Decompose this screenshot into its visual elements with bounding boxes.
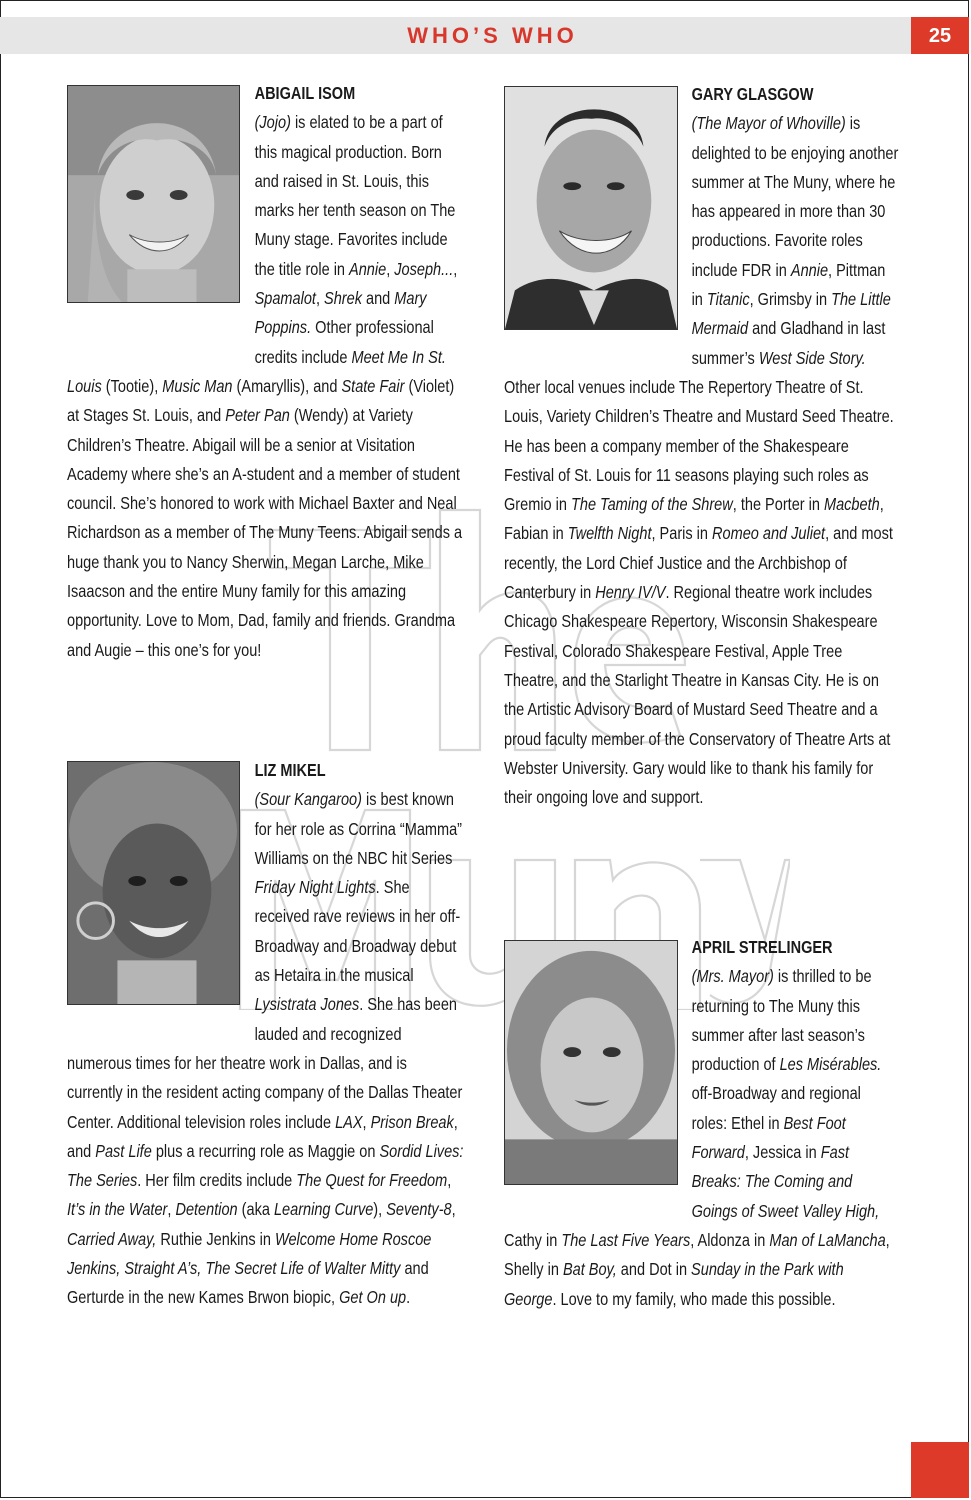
- bio-title-italic: Lysistrata Jones: [254, 994, 360, 1015]
- bio-title-italic: Carried Away,: [67, 1228, 157, 1249]
- bio-text-run: , Grimsby in: [749, 289, 832, 310]
- bio-text-run: ,: [167, 1199, 176, 1220]
- bio-name: GARY GLASGOW: [691, 84, 814, 104]
- bio-role: (Mrs. Mayor): [691, 966, 774, 987]
- bio-title-italic: Music Man: [162, 375, 233, 396]
- bio-text-run: .: [406, 1287, 411, 1308]
- bio-title-italic: Peter Pan: [225, 405, 290, 426]
- bio-title-italic: Welcome Home Roscoe Jenkins, Straight A’s, The Secret Life of Walter Mitty: [67, 1228, 432, 1279]
- bio-title-italic: Spamalot: [254, 288, 316, 309]
- bio-gary-glasgow: [504, 80, 899, 812]
- bio-role: (Jojo): [254, 112, 291, 133]
- bio-title-italic: Fast Breaks: The Coming and Goings of Sweet Valley High,: [691, 1142, 880, 1221]
- bio-text-run: , the Porter in: [732, 494, 824, 515]
- bio-title-italic: Seventy-8: [386, 1199, 452, 1220]
- bio-text-run: (aka: [237, 1199, 274, 1220]
- bio-title-italic: The Taming of the Shrew: [570, 494, 733, 515]
- bio-title-italic: Detention: [175, 1199, 238, 1220]
- bio-text-run: ,: [386, 258, 395, 279]
- bio-name: LIZ MIKEL: [254, 760, 326, 780]
- bio-text-run: ,: [453, 258, 458, 279]
- bio-text-run: . She has been lauded and recognized numerous times for her theatre work in Dallas, and is currently in the resident acting company of the Dallas Theater Center. Additional television roles include: [67, 994, 463, 1132]
- bio-title-italic: Sordid Lives: The Series: [67, 1140, 464, 1191]
- bio-text-run: is elated to be a part of this magical production. Born and raised in St. Louis, this marks her tenth season on The Muny stage. Favorites include the title role in: [254, 112, 456, 279]
- bio-title-italic: Meet Me In St. Louis: [67, 346, 446, 396]
- bio-title-italic: Macbeth: [823, 494, 880, 515]
- bio-text-run: (Amaryllis), and: [232, 375, 342, 396]
- bio-text-run: , Aldonza in: [690, 1229, 770, 1250]
- bio-title-italic: Henry IV/V: [595, 582, 666, 603]
- bio-text-run: ),: [373, 1199, 387, 1220]
- bio-title-italic: Prison Break: [370, 1111, 454, 1132]
- bio-title-italic: Romeo and Juliet: [712, 523, 826, 544]
- bio-text-run: , and most recently, the Lord Chief Justice and the Archbishop of Canterbury in: [504, 523, 893, 603]
- bio-name: ABIGAIL ISOM: [254, 83, 356, 103]
- bio-text-run: . She received rave reviews in her off-Broadway and Broadway debut as Hetaira in the musical: [254, 877, 461, 986]
- bio-title-italic: Friday Night Lights: [254, 877, 376, 898]
- bio-title-italic: Get On up: [339, 1287, 407, 1308]
- bio-text-run: and Gladhand in last summer’s: [691, 318, 886, 368]
- bio-title-italic: The Quest for Freedom: [296, 1170, 448, 1191]
- bio-title-italic: Best Foot Forward: [691, 1112, 846, 1163]
- bio-title-italic: The Last Five Years: [561, 1229, 691, 1250]
- bio-text-run: is thrilled to be returning to The Muny this summer after last season’s production of: [691, 966, 872, 1075]
- bio-text-run: plus a recurring role as Maggie on: [151, 1140, 380, 1161]
- bio-title-italic: Man of LaMancha: [769, 1229, 886, 1250]
- bio-title-italic: Sunday in the Park with George: [504, 1259, 844, 1309]
- page-number-box: [911, 17, 969, 54]
- bio-title-italic: LAX: [335, 1111, 363, 1132]
- bio-text-run: , Jessica in: [744, 1142, 821, 1163]
- bio-text-run: and Dot in: [616, 1259, 692, 1280]
- bio-text-run: . Her film credits include: [137, 1170, 297, 1191]
- bio-text-run: Other professional credits include: [254, 317, 434, 367]
- bio-title-italic: Past Life: [95, 1140, 152, 1161]
- bio-text-run: Ruthie Jenkins in: [156, 1228, 276, 1249]
- bio-text-run: , Shelly in: [504, 1229, 890, 1280]
- bio-liz-mikel: [67, 756, 464, 1313]
- bio-text-run: and Gerturde in the new Kames Brwon biopic,: [67, 1258, 429, 1308]
- bio-title-italic: Shrek: [324, 288, 362, 309]
- bio-text-run: and: [361, 288, 395, 309]
- bio-text-run: , and: [67, 1111, 458, 1161]
- bio-text-run: (Violet) at Stages St. Louis, and: [67, 375, 455, 426]
- bio-text-run: ,: [447, 1170, 452, 1191]
- bio-text-run: . Love to my family, who made this possible.: [552, 1288, 836, 1309]
- bio-title-italic: Mary Poppins.: [254, 288, 427, 338]
- bio-text-run: , Pittman in: [691, 259, 886, 310]
- bio-title-italic: State Fair: [341, 375, 405, 396]
- bio-text-run: (Wendy) at Variety Children’s Theatre. Abigail will be a senior at Visitation Academy where she’s an A-student and a member of student council. She’s honored to work with Michael Baxter and Neal Richardson as a member of The Muny Teens. Abigail sends a huge thank you to Nancy Sherwin, Megan Larche, Mike Isaacson and the entire Muny family for this amazing opportunity. Love to Mom, Dad, family and friends. Grandma and Augie – this one’s for you!: [67, 405, 463, 660]
- bio-role: (The Mayor of Whoville): [691, 113, 846, 134]
- bio-title-italic: Learning Curve: [273, 1199, 374, 1220]
- bio-text-run: (Tootie),: [101, 375, 163, 396]
- bio-abigail-isom: [67, 79, 464, 665]
- bio-april-strelinger: [504, 933, 899, 1314]
- bio-text-run: is best known for her role as Corrina “Mamma” Williams on the NBC hit Series: [254, 789, 463, 868]
- bottom-tab-marker: [911, 1442, 969, 1498]
- bio-text-run: Other local venues include The Repertory Theatre of St. Louis, Variety Children’s Theatre and Mustard Seed Theatre. He has been a company member of the Shakespeare Festival of St. Louis for 11 seasons playing such roles as Gremio in: [504, 376, 894, 515]
- bio-title-italic: Annie: [349, 258, 387, 279]
- bio-title-italic: It’s in the Water: [67, 1199, 168, 1220]
- bio-text-run: is delighted to be enjoying another summer at The Muny, where he has appeared in more than 30 productions. Favorite roles include FDR in: [691, 113, 899, 280]
- bio-text-run: , Paris in: [651, 523, 713, 544]
- bio-title-italic: Bat Boy,: [562, 1259, 617, 1280]
- section-title: WHO’S WHO: [407, 23, 578, 48]
- bio-title-italic: Les Misérables.: [779, 1054, 882, 1075]
- bio-role: (Sour Kangaroo): [254, 789, 362, 810]
- bio-title-italic: Joseph...: [394, 258, 454, 279]
- bio-text-run: ,: [451, 1199, 456, 1220]
- bio-text-run: , Fabian in: [504, 494, 884, 544]
- bio-title-italic: Twelfth Night: [567, 523, 652, 544]
- bio-text-run: Cathy in: [504, 1229, 562, 1250]
- bio-title-italic: Titanic: [706, 289, 750, 310]
- bio-text-run: ,: [362, 1111, 371, 1132]
- bio-title-italic: The Little Mermaid: [691, 289, 891, 339]
- bio-text-run: ,: [315, 288, 325, 309]
- bio-text-run: . Regional theatre work includes Chicago Shakespeare Repertory, Wisconsin Shakespeare Festival, Colorado Shakespeare Festival, Apple Tree Theatre, and the Starlight Theatre in Kansas City. He is on the Artistic Advisory Board of Mustard Seed Theatre and a proud faculty member of the Conservatory of Theatre Arts at Webster University. Gary would like to thank his family for their ongoing love and support.: [504, 582, 891, 808]
- bio-name: APRIL STRELINGER: [691, 937, 833, 957]
- bio-text-run: off-Broadway and regional roles: Ethel in: [691, 1083, 861, 1133]
- bio-title-italic: Annie: [790, 259, 829, 280]
- page-number: 25: [928, 25, 952, 47]
- bio-title-italic: West Side Story.: [758, 347, 866, 368]
